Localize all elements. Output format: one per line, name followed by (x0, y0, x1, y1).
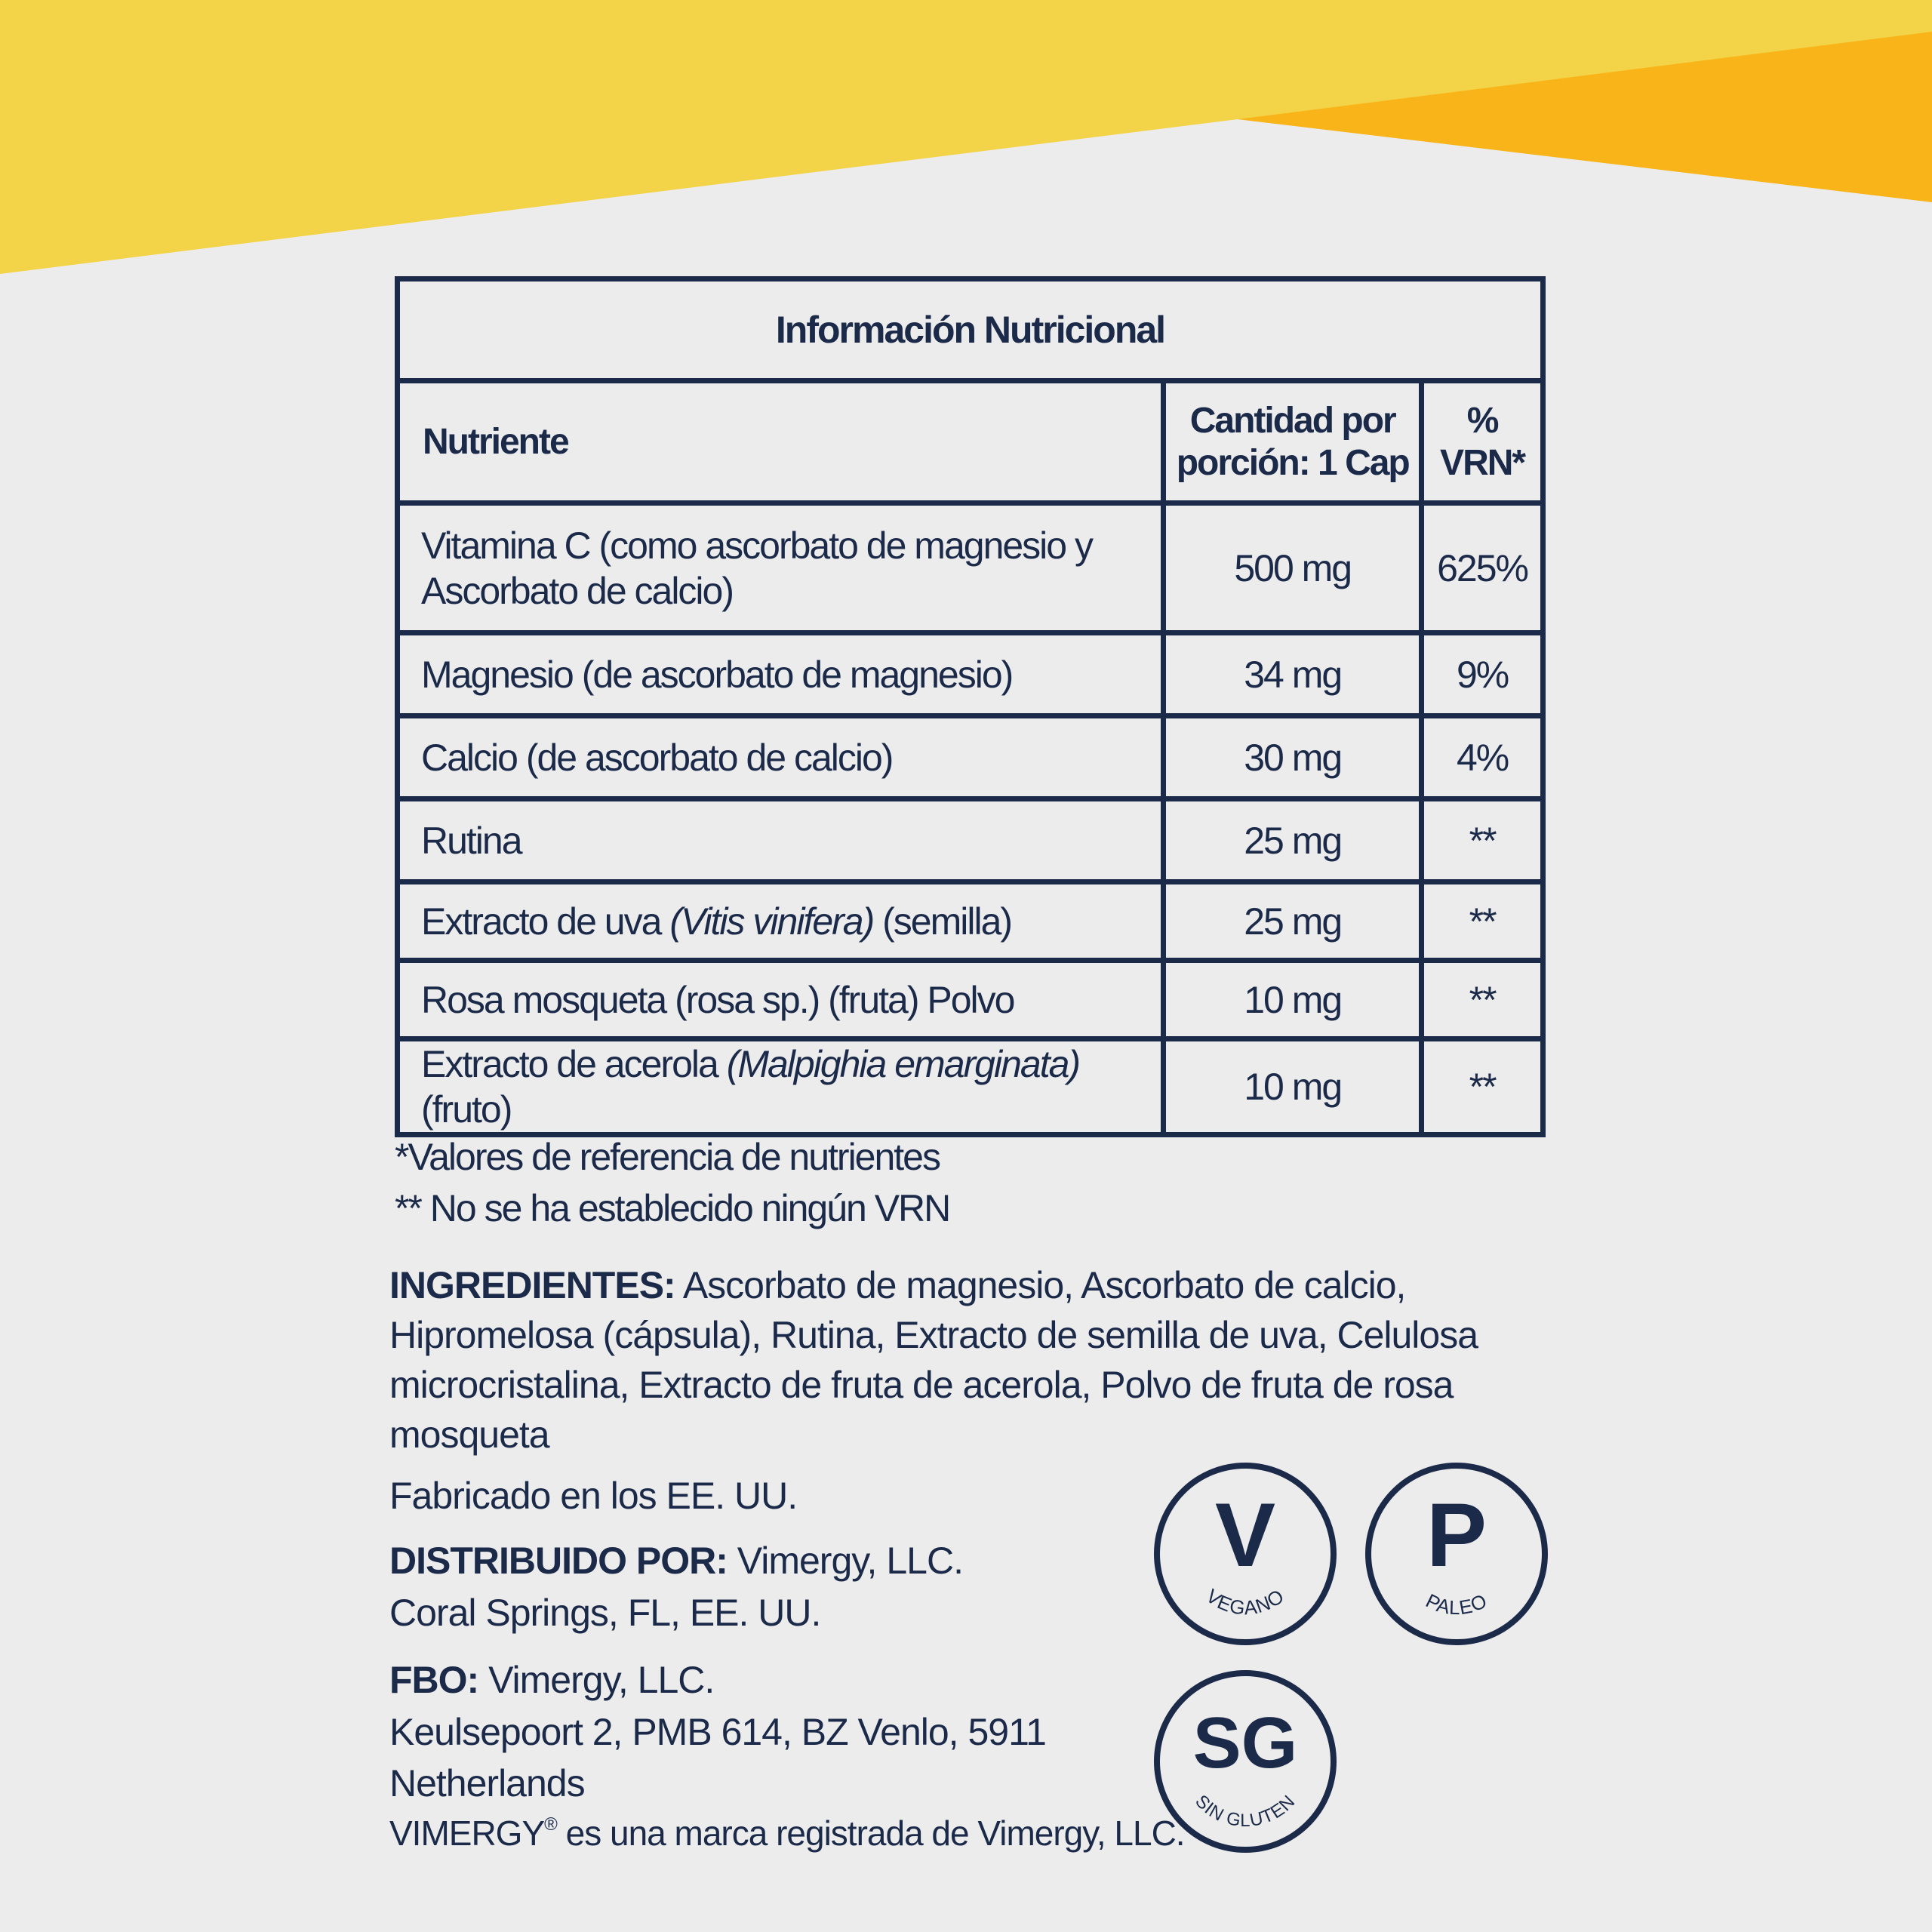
table-row (398, 716, 1543, 799)
nutrient-name (398, 1039, 1164, 1135)
gluten-free-label: SIN GLUTEN (1191, 1791, 1300, 1832)
nutrient-name-post: (semilla) (873, 900, 1012, 943)
nutrient-vrn: ** (1422, 882, 1543, 961)
gluten-free-badge (1153, 1669, 1337, 1854)
nutrient-amount: 500 mg (1164, 503, 1422, 633)
nutrient-amount: 34 mg (1164, 633, 1422, 716)
distributor-label: DISTRIBUIDO POR: (389, 1540, 728, 1582)
top-banner (0, 0, 1932, 279)
registered-mark: ® (544, 1814, 557, 1835)
table-row (398, 961, 1543, 1039)
nutrient-name: Calcio (de ascorbato de calcio) (398, 716, 1164, 799)
fbo-address-1: Keulsepoort 2, PMB 614, BZ Venlo, 5911 (389, 1710, 1046, 1753)
footnotes (395, 1132, 949, 1234)
fbo-address-2: Netherlands (389, 1762, 585, 1804)
distributor-name: Vimergy, LLC. (727, 1540, 963, 1582)
trademark-text: es una marca registrada de Vimergy, LLC. (556, 1813, 1185, 1853)
ingredients (389, 1260, 1544, 1460)
paleo-label: PALEO (1422, 1589, 1491, 1620)
nutrient-vrn: ** (1422, 799, 1543, 882)
vegan-letter: V (1214, 1484, 1276, 1586)
fbo-line (389, 1654, 1185, 1706)
ingredients-label: INGREDIENTES: (389, 1264, 675, 1306)
header-vrn: % VRN* (1422, 381, 1543, 503)
gluten-free-label-arc (1191, 1791, 1300, 1831)
nutrient-name-post: (fruto) (421, 1088, 512, 1131)
nutrient-name-scientific: (Vitis vinifera) (669, 900, 874, 943)
paleo-letter: P (1426, 1484, 1487, 1586)
table-title: Información Nutricional (398, 279, 1543, 381)
table-title-row (398, 279, 1543, 381)
nutrient-amount: 25 mg (1164, 799, 1422, 882)
made-in: Fabricado en los EE. UU. (389, 1475, 798, 1517)
vegan-label-arc (1202, 1584, 1289, 1619)
nutrient-amount: 10 mg (1164, 1039, 1422, 1135)
table-row (398, 799, 1543, 882)
nutrient-amount: 10 mg (1164, 961, 1422, 1039)
vegan-label: VEGANO (1201, 1584, 1289, 1620)
nutrient-name: Magnesio (de ascorbato de magnesio) (398, 633, 1164, 716)
trademark-brand: VIMERGY (389, 1813, 545, 1853)
nutrient-vrn: 9% (1422, 633, 1543, 716)
header-nutrient: Nutriente (398, 381, 1164, 503)
fbo-label: FBO: (389, 1659, 479, 1701)
header-amount-line2: porción: 1 Cap (1176, 442, 1409, 483)
nutrient-name-pre: Extracto de uva (421, 900, 670, 943)
nutrient-name-scientific: (Malpighia emarginata) (726, 1043, 1080, 1085)
nutrient-vrn: ** (1422, 961, 1543, 1039)
nutrient-name-pre: Extracto de acerola (421, 1043, 727, 1085)
nutrient-amount: 30 mg (1164, 716, 1422, 799)
nutrient-amount: 25 mg (1164, 882, 1422, 961)
ingredients-text: Ascorbato de magnesio, Ascorbato de calcio, Hipromelosa (cápsula), Rutina, Extracto de semilla de uva, Celulosa microcristalina, Extracto de fruta de acerola, Polvo de fruta de rosa mosqueta (389, 1264, 1478, 1456)
nutrient-vrn: 4% (1422, 716, 1543, 799)
trademark-note (389, 1810, 1185, 1857)
distributor-city: Coral Springs, FL, EE. UU. (389, 1591, 821, 1634)
nutrient-vrn: 625% (1422, 503, 1543, 633)
paleo-label-arc (1423, 1589, 1491, 1620)
header-amount-line1: Cantidad por (1189, 401, 1395, 441)
paleo-badge (1364, 1462, 1549, 1646)
distributor-line (389, 1535, 963, 1587)
gluten-free-letters: SG (1192, 1703, 1298, 1783)
nutrition-table (395, 276, 1546, 1137)
fbo-name: Vimergy, LLC. (478, 1659, 715, 1701)
table-row (398, 503, 1543, 633)
vegan-badge (1153, 1462, 1337, 1646)
fbo-block (389, 1654, 1185, 1857)
nutrient-name: Rosa mosqueta (rosa sp.) (fruta) Polvo (398, 961, 1164, 1039)
nutrient-name: Rutina (398, 799, 1164, 882)
table-row (398, 882, 1543, 961)
footnote-no-vrn: ** No se ha establecido ningún VRN (395, 1186, 950, 1229)
distributor-block (389, 1535, 963, 1638)
footnote-vrn: *Valores de referencia de nutrientes (395, 1136, 940, 1178)
header-amount (1164, 381, 1422, 503)
table-row (398, 633, 1543, 716)
nutrient-name (398, 882, 1164, 961)
table-header-row (398, 381, 1543, 503)
nutrient-vrn: ** (1422, 1039, 1543, 1135)
table-row (398, 1039, 1543, 1135)
nutrient-name: Vitamina C (como ascorbato de magnesio y Ascorbato de calcio) (398, 503, 1164, 633)
